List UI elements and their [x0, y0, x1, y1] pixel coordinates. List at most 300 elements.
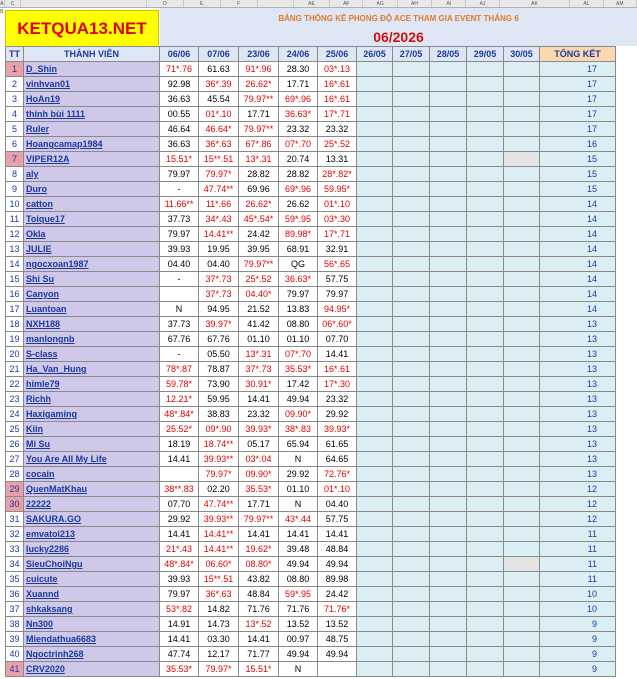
total-cell[interactable]: 12	[540, 512, 616, 527]
score-cell[interactable]: 79.97	[160, 227, 199, 242]
row-number[interactable]: 14	[6, 257, 24, 272]
score-cell[interactable]: 64.65	[318, 452, 357, 467]
empty-cell[interactable]	[504, 632, 540, 647]
empty-cell[interactable]	[467, 62, 504, 77]
score-cell[interactable]: 72.76*	[318, 467, 357, 482]
score-cell[interactable]: 00.97	[279, 632, 318, 647]
column-letter[interactable]: D	[147, 0, 183, 7]
empty-cell[interactable]	[504, 542, 540, 557]
score-cell[interactable]: 45*.54*	[239, 212, 279, 227]
row-number[interactable]: 37	[6, 602, 24, 617]
empty-cell[interactable]	[467, 497, 504, 512]
row-number[interactable]: 32	[6, 527, 24, 542]
empty-cell[interactable]	[357, 92, 393, 107]
score-cell[interactable]: 14.73	[199, 617, 239, 632]
column-letter[interactable]: AG	[363, 0, 397, 7]
score-cell[interactable]: 41.42	[239, 317, 279, 332]
empty-cell[interactable]	[504, 242, 540, 257]
empty-cell[interactable]	[504, 617, 540, 632]
row-number[interactable]: 15	[6, 272, 24, 287]
empty-cell[interactable]	[357, 302, 393, 317]
score-cell[interactable]: 71.76*	[318, 602, 357, 617]
column-letter[interactable]: C	[5, 0, 22, 7]
empty-cell[interactable]	[467, 527, 504, 542]
empty-cell[interactable]	[504, 92, 540, 107]
total-cell[interactable]: 13	[540, 362, 616, 377]
score-cell[interactable]: 36.63*	[279, 107, 318, 122]
empty-cell[interactable]	[357, 557, 393, 572]
score-cell[interactable]: 16*.61	[318, 77, 357, 92]
empty-cell[interactable]	[467, 332, 504, 347]
column-letter[interactable]: AH	[398, 0, 432, 7]
empty-cell[interactable]	[467, 617, 504, 632]
row-number[interactable]: 41	[6, 662, 24, 677]
score-cell[interactable]: 43*.44	[279, 512, 318, 527]
total-cell[interactable]: 9	[540, 647, 616, 662]
score-cell[interactable]	[160, 467, 199, 482]
score-cell[interactable]: 79.97**	[239, 122, 279, 137]
total-cell[interactable]: 14	[540, 287, 616, 302]
empty-cell[interactable]	[467, 572, 504, 587]
score-cell[interactable]: 38**.83	[160, 482, 199, 497]
empty-cell[interactable]	[357, 272, 393, 287]
empty-cell[interactable]	[393, 647, 430, 662]
empty-cell[interactable]	[357, 587, 393, 602]
score-cell[interactable]: 79.97	[279, 287, 318, 302]
score-cell[interactable]: 39.48	[279, 542, 318, 557]
score-cell[interactable]: 23.32	[239, 407, 279, 422]
score-cell[interactable]: 89.98	[318, 572, 357, 587]
score-cell[interactable]: 25.52*	[160, 422, 199, 437]
score-cell[interactable]: 01*.10	[318, 482, 357, 497]
empty-cell[interactable]	[393, 107, 430, 122]
empty-cell[interactable]	[393, 92, 430, 107]
empty-cell[interactable]	[504, 167, 540, 182]
empty-cell[interactable]	[504, 407, 540, 422]
empty-cell[interactable]	[393, 362, 430, 377]
score-cell[interactable]: 79.97**	[239, 512, 279, 527]
score-cell[interactable]: 57.75	[318, 512, 357, 527]
empty-cell[interactable]	[357, 77, 393, 92]
empty-cell[interactable]	[357, 182, 393, 197]
score-cell[interactable]: 14.82	[199, 602, 239, 617]
empty-cell[interactable]	[357, 602, 393, 617]
empty-cell[interactable]	[357, 422, 393, 437]
total-cell[interactable]: 13	[540, 317, 616, 332]
empty-cell[interactable]	[357, 512, 393, 527]
empty-cell[interactable]	[393, 617, 430, 632]
score-cell[interactable]: 89.98*	[279, 227, 318, 242]
score-cell[interactable]: 08.80*	[239, 557, 279, 572]
score-cell[interactable]: 13*.52	[239, 617, 279, 632]
score-cell[interactable]: 17.71	[239, 107, 279, 122]
empty-cell[interactable]	[357, 542, 393, 557]
score-cell[interactable]: -	[160, 272, 199, 287]
row-number[interactable]: 12	[6, 227, 24, 242]
member-name[interactable]: Xuannd	[24, 587, 160, 602]
row-number[interactable]: 16	[6, 287, 24, 302]
score-cell[interactable]: 45.54	[199, 92, 239, 107]
empty-cell[interactable]	[467, 317, 504, 332]
total-cell[interactable]: 17	[540, 62, 616, 77]
empty-cell[interactable]	[357, 107, 393, 122]
score-cell[interactable]: 69*.96	[279, 182, 318, 197]
score-cell[interactable]: 06.60*	[199, 557, 239, 572]
score-cell[interactable]: N	[160, 302, 199, 317]
score-cell[interactable]: 13*.31	[239, 347, 279, 362]
score-cell[interactable]: 14.41	[239, 632, 279, 647]
row-number[interactable]: 39	[6, 632, 24, 647]
score-cell[interactable]: 13.31	[318, 152, 357, 167]
score-cell[interactable]	[160, 287, 199, 302]
member-name[interactable]: emvatoi213	[24, 527, 160, 542]
member-name[interactable]: S-class	[24, 347, 160, 362]
score-cell[interactable]: 12.17	[199, 647, 239, 662]
member-name[interactable]: Richh	[24, 392, 160, 407]
column-letter[interactable]: AM	[604, 0, 637, 7]
total-cell[interactable]: 14	[540, 227, 616, 242]
score-cell[interactable]: 39.93*	[239, 422, 279, 437]
row-number[interactable]: 8	[6, 167, 24, 182]
empty-cell[interactable]	[467, 287, 504, 302]
score-cell[interactable]: 79.97*	[199, 467, 239, 482]
member-name[interactable]: Ruler	[24, 122, 160, 137]
row-number[interactable]: 23	[6, 392, 24, 407]
total-cell[interactable]: 14	[540, 272, 616, 287]
empty-cell[interactable]	[504, 392, 540, 407]
member-name[interactable]: Canyon	[24, 287, 160, 302]
empty-cell[interactable]	[504, 467, 540, 482]
header-date[interactable]: 28/05	[430, 47, 467, 62]
column-letter[interactable]: AJ	[466, 0, 499, 7]
empty-cell[interactable]	[357, 122, 393, 137]
empty-cell[interactable]	[430, 212, 467, 227]
header-tt[interactable]: TT	[6, 47, 24, 62]
empty-cell[interactable]	[393, 272, 430, 287]
score-cell[interactable]: 17.42	[279, 377, 318, 392]
score-cell[interactable]: 18.19	[160, 437, 199, 452]
empty-cell[interactable]	[357, 497, 393, 512]
empty-cell[interactable]	[504, 362, 540, 377]
empty-cell[interactable]	[467, 77, 504, 92]
total-cell[interactable]: 17	[540, 122, 616, 137]
empty-cell[interactable]	[393, 167, 430, 182]
row-number[interactable]: 27	[6, 452, 24, 467]
member-name[interactable]: D_Shin	[24, 62, 160, 77]
empty-cell[interactable]	[393, 212, 430, 227]
empty-cell[interactable]	[430, 527, 467, 542]
empty-cell[interactable]	[393, 632, 430, 647]
score-cell[interactable]: 48.84	[239, 587, 279, 602]
member-name[interactable]: manlongnb	[24, 332, 160, 347]
empty-cell[interactable]	[430, 407, 467, 422]
empty-cell[interactable]	[430, 422, 467, 437]
empty-cell[interactable]	[357, 257, 393, 272]
score-cell[interactable]: 39.93*	[318, 422, 357, 437]
empty-cell[interactable]	[393, 587, 430, 602]
score-cell[interactable]: 13.52	[279, 617, 318, 632]
empty-cell[interactable]	[430, 362, 467, 377]
total-cell[interactable]: 17	[540, 92, 616, 107]
empty-cell[interactable]	[504, 107, 540, 122]
score-cell[interactable]: 19.95	[199, 242, 239, 257]
column-letter[interactable]: E	[184, 0, 221, 7]
empty-cell[interactable]	[504, 512, 540, 527]
row-number[interactable]: 40	[6, 647, 24, 662]
score-cell[interactable]: 43.82	[239, 572, 279, 587]
empty-cell[interactable]	[393, 572, 430, 587]
empty-cell[interactable]	[467, 347, 504, 362]
row-number[interactable]: 29	[6, 482, 24, 497]
empty-cell[interactable]	[467, 167, 504, 182]
score-cell[interactable]: 61.63	[199, 62, 239, 77]
empty-cell[interactable]	[467, 362, 504, 377]
score-cell[interactable]: 39.93**	[199, 452, 239, 467]
score-cell[interactable]: 01.10	[279, 482, 318, 497]
empty-cell[interactable]	[430, 392, 467, 407]
empty-cell[interactable]	[504, 272, 540, 287]
empty-cell[interactable]	[467, 407, 504, 422]
member-name[interactable]: Mi Su	[24, 437, 160, 452]
member-name[interactable]: Duro	[24, 182, 160, 197]
score-cell[interactable]: 07*.70	[279, 347, 318, 362]
score-cell[interactable]: 94.95*	[318, 302, 357, 317]
empty-cell[interactable]	[467, 587, 504, 602]
score-cell[interactable]: 91*.96	[239, 62, 279, 77]
row-number[interactable]: 28	[6, 467, 24, 482]
score-cell[interactable]: 48.75	[318, 632, 357, 647]
empty-cell[interactable]	[504, 557, 540, 572]
score-cell[interactable]: 21*.43	[160, 542, 199, 557]
score-cell[interactable]: 24.42	[318, 587, 357, 602]
score-cell[interactable]: 15**.51	[199, 152, 239, 167]
score-cell[interactable]: 14.41**	[199, 227, 239, 242]
score-cell[interactable]: 19.62*	[239, 542, 279, 557]
empty-cell[interactable]	[393, 242, 430, 257]
score-cell[interactable]: 79.97**	[239, 92, 279, 107]
score-cell[interactable]: 79.97*	[199, 662, 239, 677]
empty-cell[interactable]	[430, 497, 467, 512]
empty-cell[interactable]	[393, 467, 430, 482]
empty-cell[interactable]	[467, 212, 504, 227]
score-cell[interactable]: 17*.71	[318, 227, 357, 242]
score-cell[interactable]: 01.10	[279, 332, 318, 347]
total-cell[interactable]: 12	[540, 497, 616, 512]
score-cell[interactable]: 14.41**	[199, 527, 239, 542]
empty-cell[interactable]	[357, 392, 393, 407]
score-cell[interactable]: 48.84	[318, 542, 357, 557]
empty-cell[interactable]	[393, 512, 430, 527]
score-cell[interactable]: 65.94	[279, 437, 318, 452]
empty-cell[interactable]	[430, 587, 467, 602]
total-cell[interactable]: 17	[540, 77, 616, 92]
total-cell[interactable]: 9	[540, 632, 616, 647]
empty-cell[interactable]	[504, 62, 540, 77]
score-cell[interactable]: 37.73	[160, 212, 199, 227]
row-number[interactable]: 21	[6, 362, 24, 377]
row-number[interactable]: 17	[6, 302, 24, 317]
score-cell[interactable]: 69.96	[239, 182, 279, 197]
total-cell[interactable]: 13	[540, 347, 616, 362]
empty-cell[interactable]	[467, 662, 504, 677]
total-cell[interactable]: 14	[540, 257, 616, 272]
score-cell[interactable]: 46.64*	[199, 122, 239, 137]
total-cell[interactable]: 11	[540, 542, 616, 557]
row-number[interactable]: 25	[6, 422, 24, 437]
header-date[interactable]: 24/06	[279, 47, 318, 62]
score-cell[interactable]: 15**.51	[199, 572, 239, 587]
member-name[interactable]: thinh bùi 1111	[24, 107, 160, 122]
score-cell[interactable]: 00.55	[160, 107, 199, 122]
score-cell[interactable]: 15.51*	[239, 662, 279, 677]
score-cell[interactable]: 08.80	[279, 572, 318, 587]
member-name[interactable]: You Are All My Life	[24, 452, 160, 467]
row-number[interactable]: 5	[6, 122, 24, 137]
empty-cell[interactable]	[504, 497, 540, 512]
score-cell[interactable]: 02.20	[199, 482, 239, 497]
member-name[interactable]: Toique17	[24, 212, 160, 227]
row-number[interactable]: 38	[6, 617, 24, 632]
score-cell[interactable]: 59*.95	[279, 587, 318, 602]
column-letter[interactable]: AF	[330, 0, 363, 7]
empty-cell[interactable]	[357, 317, 393, 332]
empty-cell[interactable]	[430, 167, 467, 182]
header-total[interactable]: TỔNG KẾT	[540, 47, 616, 62]
empty-cell[interactable]	[504, 122, 540, 137]
score-cell[interactable]: 39.95	[239, 242, 279, 257]
score-cell[interactable]: 14.41	[160, 632, 199, 647]
empty-cell[interactable]	[393, 662, 430, 677]
member-name[interactable]: lucky2286	[24, 542, 160, 557]
empty-cell[interactable]	[393, 197, 430, 212]
empty-cell[interactable]	[504, 182, 540, 197]
empty-cell[interactable]	[430, 242, 467, 257]
score-cell[interactable]: 53*.82	[160, 602, 199, 617]
score-cell[interactable]: 94.95	[199, 302, 239, 317]
total-cell[interactable]: 13	[540, 437, 616, 452]
empty-cell[interactable]	[393, 557, 430, 572]
score-cell[interactable]: 21.52	[239, 302, 279, 317]
score-cell[interactable]: 23.32	[318, 122, 357, 137]
score-cell[interactable]: 39.93	[160, 572, 199, 587]
row-number[interactable]: 2	[6, 77, 24, 92]
empty-cell[interactable]	[393, 332, 430, 347]
header-date[interactable]: 06/06	[160, 47, 199, 62]
score-cell[interactable]: 59.95*	[318, 182, 357, 197]
score-cell[interactable]: 14.41	[279, 527, 318, 542]
column-letter[interactable]: AL	[570, 0, 603, 7]
empty-cell[interactable]	[393, 122, 430, 137]
empty-cell[interactable]	[393, 137, 430, 152]
member-name[interactable]: Haxigaming	[24, 407, 160, 422]
row-number[interactable]: 4	[6, 107, 24, 122]
score-cell[interactable]: 04.40*	[239, 287, 279, 302]
empty-cell[interactable]	[467, 227, 504, 242]
empty-cell[interactable]	[393, 257, 430, 272]
empty-cell[interactable]	[357, 167, 393, 182]
empty-cell[interactable]	[504, 572, 540, 587]
empty-cell[interactable]	[467, 512, 504, 527]
empty-cell[interactable]	[430, 77, 467, 92]
member-name[interactable]: Nn300	[24, 617, 160, 632]
member-name[interactable]: SieuChoiNgu	[24, 557, 160, 572]
score-cell[interactable]: 08.80	[279, 317, 318, 332]
score-cell[interactable]: 36*.63	[199, 587, 239, 602]
header-date[interactable]: 26/05	[357, 47, 393, 62]
score-cell[interactable]: 79.97	[160, 587, 199, 602]
score-cell[interactable]: 13.83	[279, 302, 318, 317]
score-cell[interactable]: 17.71	[239, 497, 279, 512]
score-cell[interactable]: 29.92	[318, 407, 357, 422]
score-cell[interactable]: 36.63*	[279, 272, 318, 287]
score-cell[interactable]: 47.74**	[199, 497, 239, 512]
score-cell[interactable]: 03*.04	[239, 452, 279, 467]
score-cell[interactable]: N	[279, 662, 318, 677]
score-cell[interactable]: 28.82	[239, 167, 279, 182]
empty-cell[interactable]	[504, 77, 540, 92]
score-cell[interactable]: 59.95	[199, 392, 239, 407]
score-cell[interactable]: 67.76	[160, 332, 199, 347]
empty-cell[interactable]	[467, 197, 504, 212]
empty-cell[interactable]	[357, 467, 393, 482]
empty-cell[interactable]	[430, 227, 467, 242]
empty-cell[interactable]	[430, 542, 467, 557]
empty-cell[interactable]	[504, 647, 540, 662]
empty-cell[interactable]	[357, 62, 393, 77]
member-name[interactable]: Okla	[24, 227, 160, 242]
member-name[interactable]: shkaksang	[24, 602, 160, 617]
score-cell[interactable]: 05.17	[239, 437, 279, 452]
score-cell[interactable]: 36*.39	[199, 77, 239, 92]
member-name[interactable]: catton	[24, 197, 160, 212]
member-name[interactable]: cuicute	[24, 572, 160, 587]
score-cell[interactable]: 03*.30	[318, 212, 357, 227]
empty-cell[interactable]	[357, 152, 393, 167]
empty-cell[interactable]	[393, 347, 430, 362]
empty-cell[interactable]	[504, 347, 540, 362]
score-cell[interactable]: 14.41	[239, 392, 279, 407]
empty-cell[interactable]	[357, 347, 393, 362]
empty-cell[interactable]	[393, 317, 430, 332]
empty-cell[interactable]	[504, 317, 540, 332]
empty-cell[interactable]	[393, 542, 430, 557]
empty-cell[interactable]	[504, 137, 540, 152]
row-number[interactable]: 9	[6, 182, 24, 197]
row-number[interactable]: 34	[6, 557, 24, 572]
empty-cell[interactable]	[393, 452, 430, 467]
score-cell[interactable]: 01*.10	[199, 107, 239, 122]
empty-cell[interactable]	[467, 137, 504, 152]
score-cell[interactable]: 28*.82*	[318, 167, 357, 182]
score-cell[interactable]: 14.41	[318, 347, 357, 362]
score-cell[interactable]: 32.91	[318, 242, 357, 257]
header-date[interactable]: 29/05	[467, 47, 504, 62]
score-cell[interactable]: 04.40	[318, 497, 357, 512]
empty-cell[interactable]	[357, 332, 393, 347]
empty-cell[interactable]	[467, 557, 504, 572]
score-cell[interactable]: 07.70	[318, 332, 357, 347]
score-cell[interactable]: 12.21*	[160, 392, 199, 407]
empty-cell[interactable]	[467, 302, 504, 317]
empty-cell[interactable]	[504, 302, 540, 317]
score-cell[interactable]: 30.91*	[239, 377, 279, 392]
empty-cell[interactable]	[393, 422, 430, 437]
empty-cell[interactable]	[430, 92, 467, 107]
score-cell[interactable]: 23.32	[318, 392, 357, 407]
empty-cell[interactable]	[504, 452, 540, 467]
empty-cell[interactable]	[467, 182, 504, 197]
score-cell[interactable]: 71*.76	[160, 62, 199, 77]
